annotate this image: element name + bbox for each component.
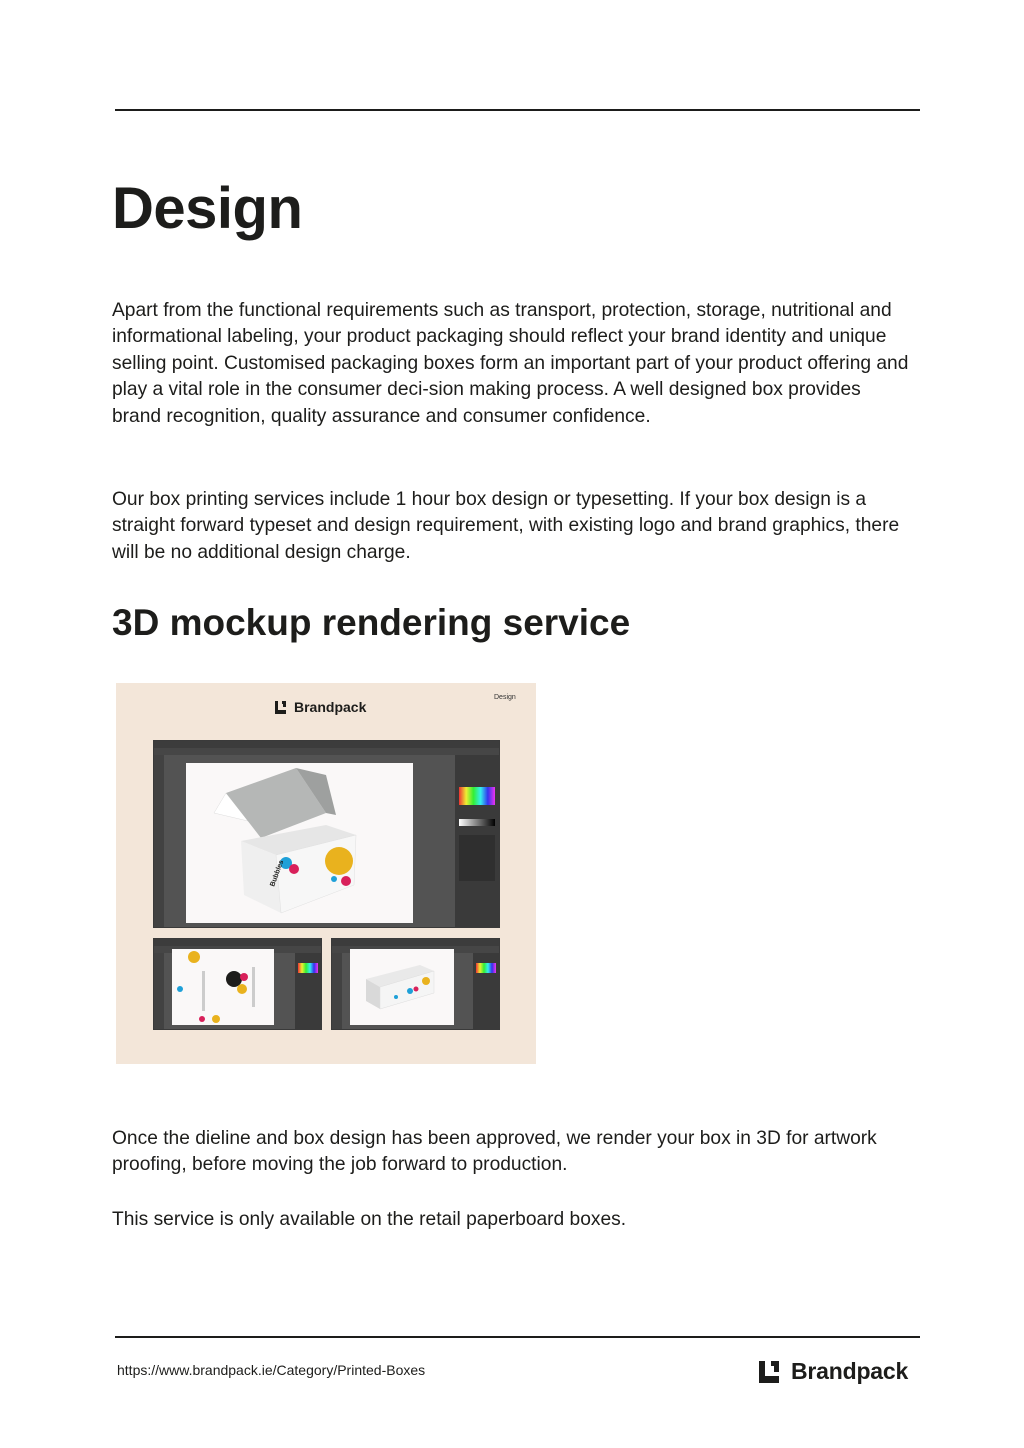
editor-window-render bbox=[331, 938, 500, 1030]
intro-paragraph: Apart from the functional requirements such as transport, protection, storage, nutritional and informational labeling, your product packaging should reflect your brand identity and unique selling point. Customised packaging boxes form an important part of your product offering and play a vital role in the consumer deci-sion making process. A well designed box provides brand recognition, quality assurance and consumer confidence. bbox=[112, 300, 909, 427]
footer-brand-name: Brandpack bbox=[791, 1358, 909, 1384]
mockup-brand-logo bbox=[273, 699, 366, 715]
mockup-image bbox=[116, 683, 536, 1064]
box-render-graphic bbox=[186, 763, 413, 923]
brandpack-logo-icon bbox=[273, 700, 288, 715]
dieline-graphic bbox=[172, 949, 274, 1025]
availability-paragraph: This service is only available on the retail paperboard boxes. bbox=[112, 1209, 627, 1230]
footer-url-link[interactable]: https://www.brandpack.ie/Category/Printed-Boxes bbox=[117, 1362, 426, 1378]
footer-brand-logo bbox=[757, 1358, 908, 1385]
rendering-paragraph: Once the dieline and box design has been approved, we render your box in 3D for artwork proofing, before moving the job forward to production. bbox=[112, 1128, 877, 1176]
services-paragraph: Our box printing services include 1 hour box design or typesetting. If your box design is a straight forward typeset and design requirement, with existing logo and brand graphics, there will be no additional design charge. bbox=[112, 489, 900, 563]
top-divider bbox=[115, 109, 920, 111]
section-heading: 3D mockup rendering service bbox=[112, 602, 631, 643]
bottom-divider bbox=[115, 1336, 920, 1338]
box-render-small-graphic bbox=[350, 949, 454, 1025]
editor-window-main bbox=[153, 740, 500, 928]
page-title: Design bbox=[112, 176, 303, 241]
box-label-text: Bubbles bbox=[269, 859, 286, 888]
mockup-brand-name: Brandpack bbox=[294, 699, 367, 715]
editor-window-dieline bbox=[153, 938, 322, 1030]
brandpack-logo-icon bbox=[757, 1360, 781, 1384]
mockup-tag: Design bbox=[494, 694, 516, 701]
